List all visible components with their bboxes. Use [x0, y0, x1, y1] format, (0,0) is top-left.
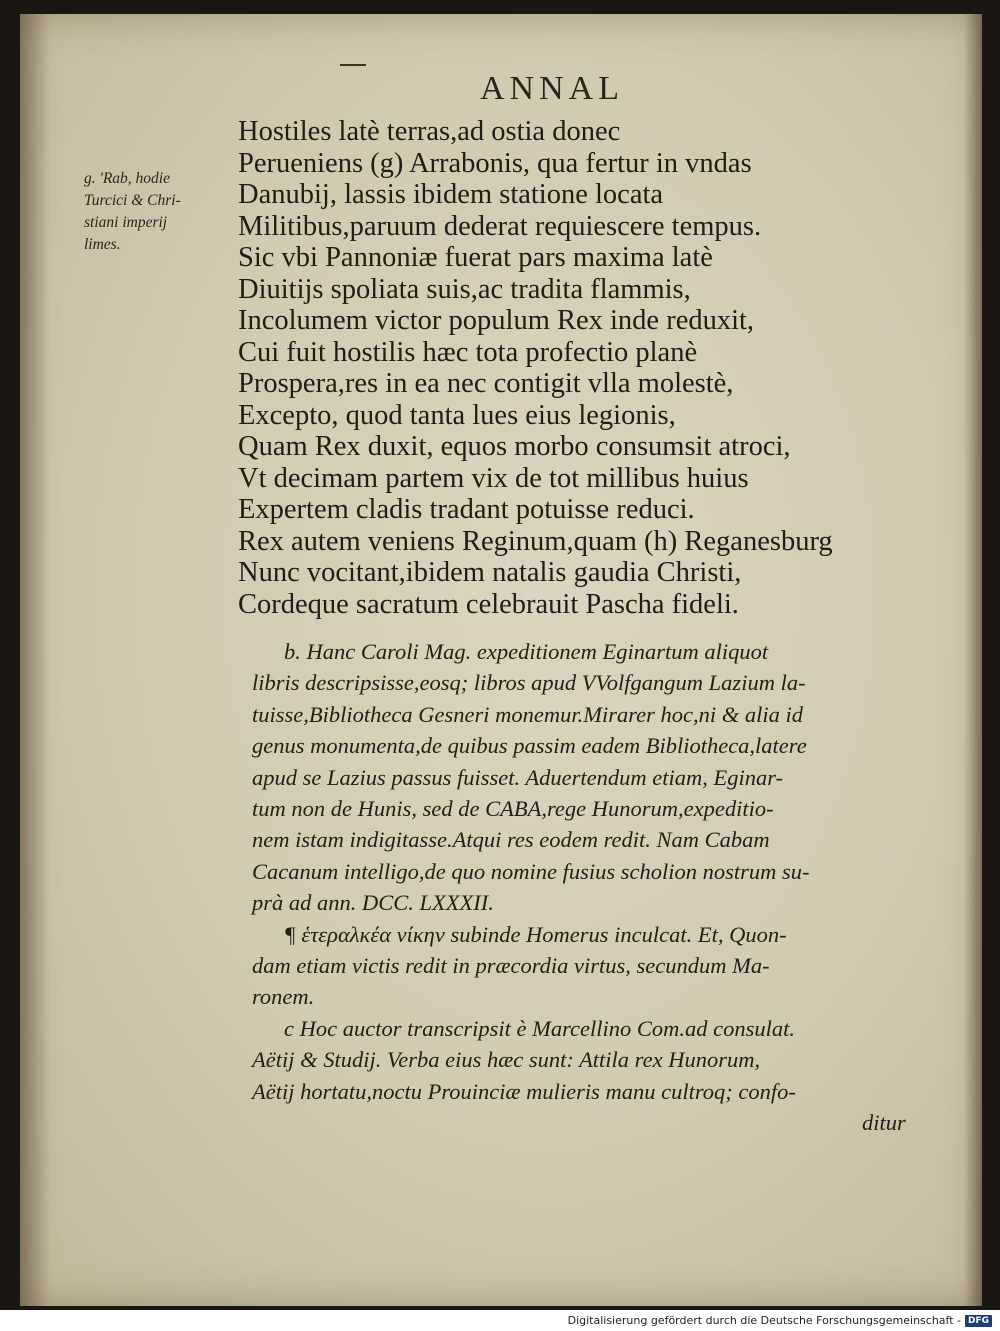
page-gutter-shadow [20, 14, 50, 1306]
verse-line: Sic vbi Pannoniæ fuerat pars maxima latè [238, 242, 713, 273]
verse-line: Diuitijs spoliata suis,ac tradita flammis, [238, 273, 691, 305]
marginal-note [84, 168, 234, 256]
marginal-note-line: g. 'Rab, hodie [84, 170, 170, 187]
verse-line: Rex autem veniens Reginum,quam (h) Reganesburg [238, 525, 833, 557]
note-b-line: tum non de Hunis, sed de CABA,rege Hunorum,expeditio- [252, 796, 774, 822]
notes-block [252, 636, 952, 1139]
note-pilcrow-line: ¶ ἑτεραλκέα νίκην subinde Homerus inculcat. Et, Quon- [284, 921, 787, 947]
verse-line: Militibus,paruum dederat requiescere tempus. [238, 210, 762, 242]
digitization-credit [568, 1314, 992, 1327]
note-b-line: tuisse,Bibliotheca Gesneri monemur.Mirarer hoc,ni & alia id [252, 701, 803, 727]
note-c-line: Aëtij hortatu,noctu Prouinciæ mulieris manu cultroq; confo- [252, 1078, 796, 1104]
running-head: ANNAL [480, 70, 624, 107]
marginal-note-line: stiani imperij [84, 214, 168, 231]
verse-line: Nunc vocitant,ibidem natalis gaudia Christi, [238, 557, 742, 588]
page-edge-shadow [964, 14, 982, 1306]
verse-line: Quam Rex duxit, equos morbo consumsit atroci, [238, 431, 791, 462]
note-b-line: apud se Lazius passus fuisset. Aduertendum etiam, Eginar- [252, 764, 784, 790]
dfg-logo: DFG [965, 1315, 992, 1327]
verse-line: Danubij, lassis ibidem statione locata [238, 179, 664, 210]
note-c-line: Aëtij & Studij. Verba eius hæc sunt: Attila rex Hunorum, [252, 1047, 761, 1073]
verse-line: Prospera,res in ea nec contigit vlla molestè, [238, 368, 734, 399]
verse-line: Incolumem victor populum Rex inde reduxit, [238, 305, 755, 336]
note-b-line: prà ad ann. DCC. LXXXII. [252, 890, 494, 916]
note-b-line: genus monumenta,de quibus passim eadem Bibliotheca,latere [252, 733, 807, 759]
marginal-note-line: Turcici & Chri- [84, 192, 181, 209]
verse-line: Cui fuit hostilis hæc tota profectio planè [238, 336, 698, 368]
note-c-line: c Hoc auctor transcripsit è Marcellino Com.ad consulat. [284, 1015, 795, 1041]
note-b-line: Cacanum intelligo,de quo nomine fusius scholion nostrum su- [252, 858, 810, 884]
verse-line: Expertem cladis tradant potuisse reduci. [238, 494, 695, 525]
marginal-note-line: limes. [84, 236, 121, 253]
verse-line: Excepto, quod tanta lues eius legionis, [238, 399, 676, 431]
note-pilcrow-line: dam etiam victis redit in præcordia virtus, secundum Ma- [252, 953, 770, 979]
verse-line: Perueniens (g) Arrabonis, qua fertur in vndas [238, 147, 752, 179]
credit-text: Digitalisierung gefördert durch die Deutsche Forschungsgemeinschaft - [567, 1314, 961, 1327]
printer-mark [340, 64, 366, 66]
note-b-line: b. Hanc Caroli Mag. expeditionem Eginartum aliquot [284, 639, 769, 664]
verse-line: Hostiles latè terras,ad ostia donec [238, 116, 621, 147]
note-b-line: libris descripsisse,eosq; libros apud VVolfgangum Lazium la- [252, 670, 806, 696]
note-pilcrow-line: ronem. [252, 984, 315, 1010]
note-b-line: nem istam indigitasse.Atqui res eodem redit. Nam Cabam [252, 827, 770, 853]
verse-line: Vt decimam partem vix de tot millibus huius [238, 462, 749, 494]
verse-block [238, 116, 938, 620]
verse-line: Cordeque sacratum celebrauit Pascha fideli. [238, 588, 739, 620]
note-c-line: ditur [862, 1110, 906, 1136]
